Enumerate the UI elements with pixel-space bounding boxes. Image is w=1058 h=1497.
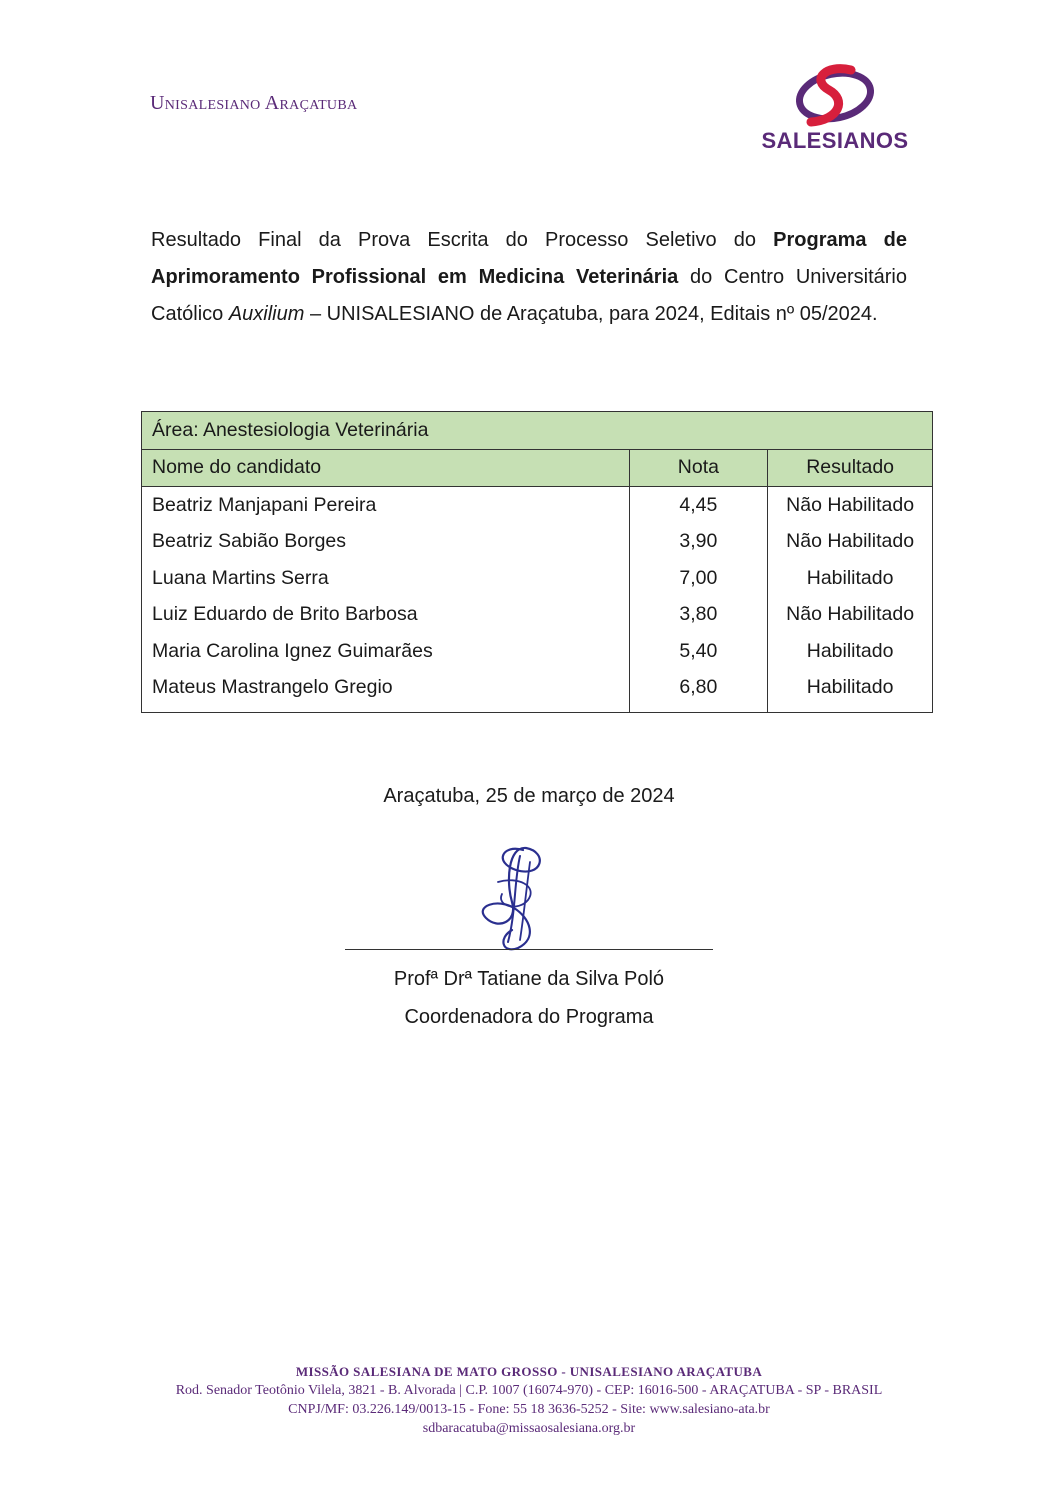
program-name: Programa de Aprimoramento Profissional em Medicina Veterinária	[151, 229, 908, 288]
candidate-nota: 6,80	[629, 670, 768, 713]
logo-wordmark: SALESIANOS	[761, 128, 909, 153]
table-row	[142, 560, 933, 597]
header-resultado: Resultado	[768, 449, 933, 487]
candidate-resultado: Não Habilitado	[768, 524, 933, 561]
candidate-nota: 3,80	[629, 597, 768, 634]
candidate-name: Beatriz Sabião Borges	[142, 524, 630, 561]
table-row	[142, 524, 933, 561]
candidate-resultado: Habilitado	[768, 670, 933, 713]
candidate-nota: 7,00	[629, 560, 768, 597]
intro-paragraph	[151, 222, 907, 333]
footer-contact: CNPJ/MF: 03.226.149/0013-15 - Fone: 55 18 3636-5252 - Site: www.salesiano-ata.br	[288, 1402, 770, 1417]
signer-role: Coordenadora do Programa	[404, 1006, 654, 1028]
header-nota: Nota	[629, 449, 768, 487]
candidate-name: Mateus Mastrangelo Gregio	[142, 670, 630, 713]
candidate-name: Beatriz Manjapani Pereira	[142, 487, 630, 524]
candidate-resultado: Não Habilitado	[768, 597, 933, 634]
candidate-resultado: Habilitado	[768, 633, 933, 670]
candidate-nota: 4,45	[629, 487, 768, 524]
table-row	[142, 597, 933, 634]
place-date: Araçatuba, 25 de março de 2024	[383, 785, 675, 807]
header-name: Nome do candidato	[142, 449, 630, 487]
area-row	[142, 412, 933, 450]
table-row	[142, 670, 933, 713]
intro-text-1: Resultado Final da Prova Escrita do Processo Seletivo do	[151, 229, 774, 251]
candidate-resultado: Habilitado	[768, 560, 933, 597]
area-label: Área: Anestesiologia Veterinária	[142, 412, 933, 450]
candidate-name: Luana Martins Serra	[142, 560, 630, 597]
intro-text-2: do Centro Universitário Católico	[151, 266, 907, 325]
candidate-nota: 3,90	[629, 524, 768, 561]
table-row	[142, 487, 933, 524]
footer-email: sdbaracatuba@missaosalesiana.org.br	[422, 1421, 636, 1436]
footer-address: Rod. Senador Teotônio Vilela, 3821 - B. Alvorada | C.P. 1007 (16074-970) - CEP: 16016-500 - ARAÇATUBA - SP - BRASIL	[175, 1383, 883, 1398]
salesianos-s-icon	[755, 62, 915, 132]
salesianos-logo	[755, 62, 915, 154]
candidate-resultado: Não Habilitado	[768, 487, 933, 524]
signer-name: Profª Drª Tatiane da Silva Poló	[393, 968, 665, 990]
footer	[0, 1363, 1058, 1438]
candidate-nota: 5,40	[629, 633, 768, 670]
institution-name: Unisalesiano Araçatuba	[150, 92, 358, 114]
results-table	[141, 411, 933, 713]
table-row	[142, 633, 933, 670]
handwritten-signature	[468, 842, 558, 954]
candidate-name: Maria Carolina Ignez Guimarães	[142, 633, 630, 670]
footer-org: MISSÃO SALESIANA DE MATO GROSSO - UNISALESIANO ARAÇATUBA	[295, 1364, 763, 1379]
auxilium-word: Auxilium	[228, 303, 305, 325]
table-header-row	[142, 449, 933, 487]
intro-text-3: – UNISALESIANO de Araçatuba, para 2024, Editais nº 05/2024.	[304, 303, 878, 325]
signature-line	[345, 949, 713, 950]
candidate-name: Luiz Eduardo de Brito Barbosa	[142, 597, 630, 634]
